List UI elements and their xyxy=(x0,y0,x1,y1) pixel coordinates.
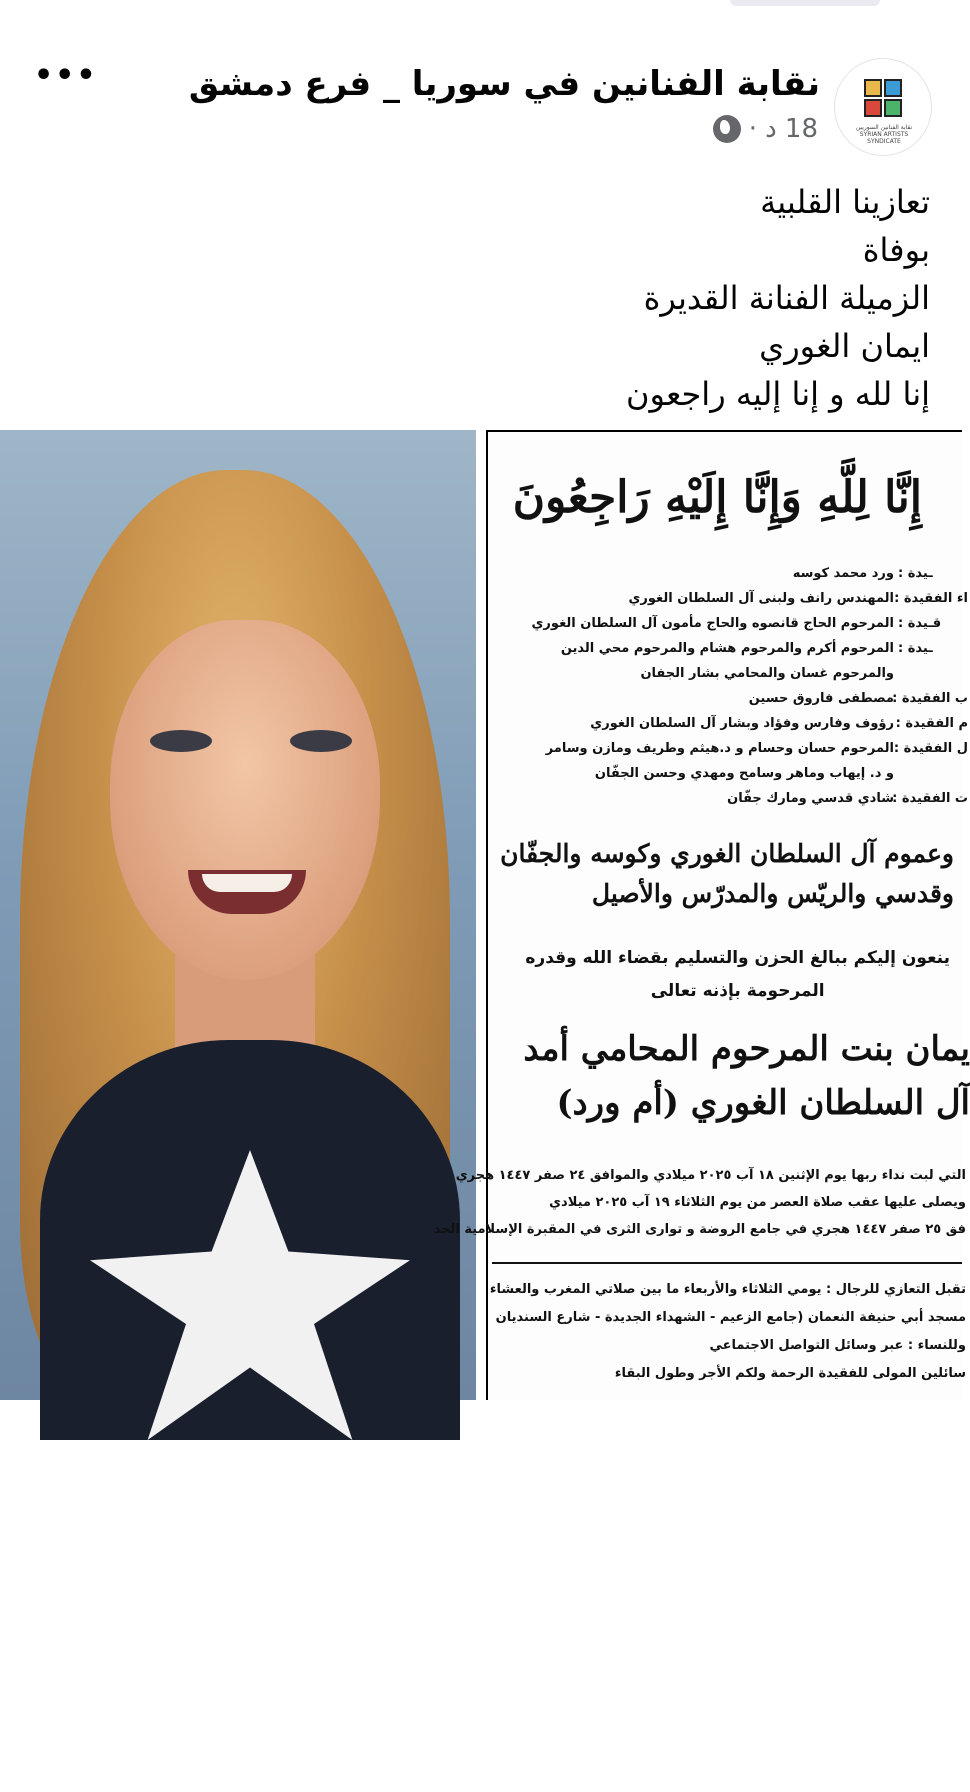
condolence-line: وللنساء : عبر وسائل التواصل الاجتماعي xyxy=(709,1338,966,1353)
funeral-dates xyxy=(434,1162,966,1243)
status-bar-handle xyxy=(730,0,880,6)
deceased-name-line: يمان بنت المرحوم المحامي أمد xyxy=(523,1029,970,1069)
relative-value: والمرحوم غسان والمحامي بشار الجفان xyxy=(640,666,894,681)
post-text-line: تعازينا القلبية xyxy=(760,183,930,221)
syndicate-logo-icon xyxy=(864,79,904,119)
mourning-line: المرحومة بإذنه تعالى xyxy=(650,981,825,1001)
photo-teeth xyxy=(202,874,292,892)
relative-label: م الفقيدة : xyxy=(895,716,968,731)
relative-value: المرحوم أكرم والمرحوم هشام والمرحوم محي الدين xyxy=(560,641,894,656)
deceased-name xyxy=(523,1022,970,1130)
relative-label: ب الفقيدة : xyxy=(892,691,968,706)
families-line: وقدسي والريّس والمدرّس والأصيل xyxy=(591,879,954,908)
post-text-line: إنا لله و إنا إليه راجعون xyxy=(626,375,930,413)
post-text-line: الزميلة الفنانة القديرة xyxy=(643,279,930,317)
obituary-notice[interactable] xyxy=(433,430,970,1400)
families-heading xyxy=(500,834,954,914)
relative-value: رؤوف وفارس وفؤاد وبشار آل السلطان الغوري xyxy=(590,716,894,731)
relative-label: ت الفقيدة : xyxy=(892,791,968,806)
obituary-border-top xyxy=(486,430,962,432)
date-line: ويصلى عليها عقب صلاة العصر من يوم الثلاثاء ١٩ آب ٢٠٢٥ ميلادي xyxy=(549,1195,966,1210)
post-meta xyxy=(713,114,818,144)
relative-value: شادي قدسي ومارك جفّان xyxy=(727,791,894,806)
condolence-line: سائلين المولى للفقيدة الرحمة ولكم الأجر وطول البقاء xyxy=(614,1366,966,1381)
relative-label: ـيدة : xyxy=(898,566,933,581)
elcinema-watermark: elCinema xyxy=(232,1748,430,1792)
more-options-button[interactable]: ••• xyxy=(34,58,98,93)
relative-value: ورد محمد كوسه xyxy=(792,566,894,581)
obituary-divider xyxy=(492,1262,962,1264)
page-avatar[interactable] xyxy=(834,58,932,156)
photo-eye-left xyxy=(150,730,212,752)
relative-label: ل الفقيدة : xyxy=(893,741,968,756)
relative-value: و د. إيهاب وماهر وسامح ومهدي وحسن الجفّان xyxy=(594,766,894,781)
relative-label: اء الفقيدة : xyxy=(894,591,968,606)
deceased-name-line: آل السلطان الغوري (أم ورد) xyxy=(556,1083,970,1123)
obituary-border-left xyxy=(486,430,488,1400)
page-name-link[interactable]: نقابة الفنانين في سوريا _ فرع دمشق xyxy=(188,64,820,104)
photo-eye-right xyxy=(290,730,352,752)
portrait-photo[interactable] xyxy=(0,430,476,1792)
globe-icon xyxy=(713,115,741,143)
condolence-info xyxy=(490,1276,966,1388)
families-line: وعموم آل السلطان الغوري وكوسه والجفّان xyxy=(500,839,954,868)
quran-verse: إِنَّا لِلَّهِ وَإِنَّا إِلَيْهِ رَاجِعُونَ xyxy=(512,472,922,523)
date-line: فق ٢٥ صفر ١٤٤٧ هجري في جامع الروضة و توارى الثرى في المقبرة الإسلامية الحد xyxy=(433,1222,966,1237)
relative-value: المرحوم الحاج قانصوه والحاج مأمون آل السلطان الغوري xyxy=(531,616,894,631)
post-time[interactable]: 18 د xyxy=(765,114,818,144)
post-text xyxy=(626,178,930,418)
condolence-line: تقبل التعازي للرجال : يومي الثلاثاء والأربعاء ما بين صلاتي المغرب والعشاء xyxy=(489,1282,966,1297)
relative-value: المرحوم حسان وحسام و د.هيثم وطريف ومازن وسامر xyxy=(545,741,894,756)
post-text-line: بوفاة xyxy=(862,231,930,269)
relative-value: المهندس رانف ولبنى آل السلطان الغوري xyxy=(628,591,894,606)
photo-face xyxy=(110,620,380,980)
condolence-line: مسجد أبي حنيفة النعمان (جامع الزعيم - الشهداء الجديدة - شارع السنديان xyxy=(495,1310,966,1325)
meta-separator: · xyxy=(748,114,758,144)
relative-value: مصطفى فاروق حسين xyxy=(748,691,894,706)
mourning-line: ينعون إليكم ببالغ الحزن والتسليم بقضاء الله وقدره xyxy=(525,948,950,968)
date-line: التي لبت نداء ربها يوم الإثنين ١٨ آب ٢٠٢٥ ميلادي والموافق ٢٤ صفر ١٤٤٧ هجري xyxy=(455,1168,966,1183)
relative-label: قـيدة : xyxy=(898,616,942,631)
post-text-line: ايمان الغوري xyxy=(759,327,930,365)
relative-label: ـيدة : xyxy=(898,641,933,656)
avatar-caption: نقابة الفنانين السوريين SYRIAN ARTISTS SYNDICATE xyxy=(855,124,913,145)
mourning-text xyxy=(525,942,950,1008)
